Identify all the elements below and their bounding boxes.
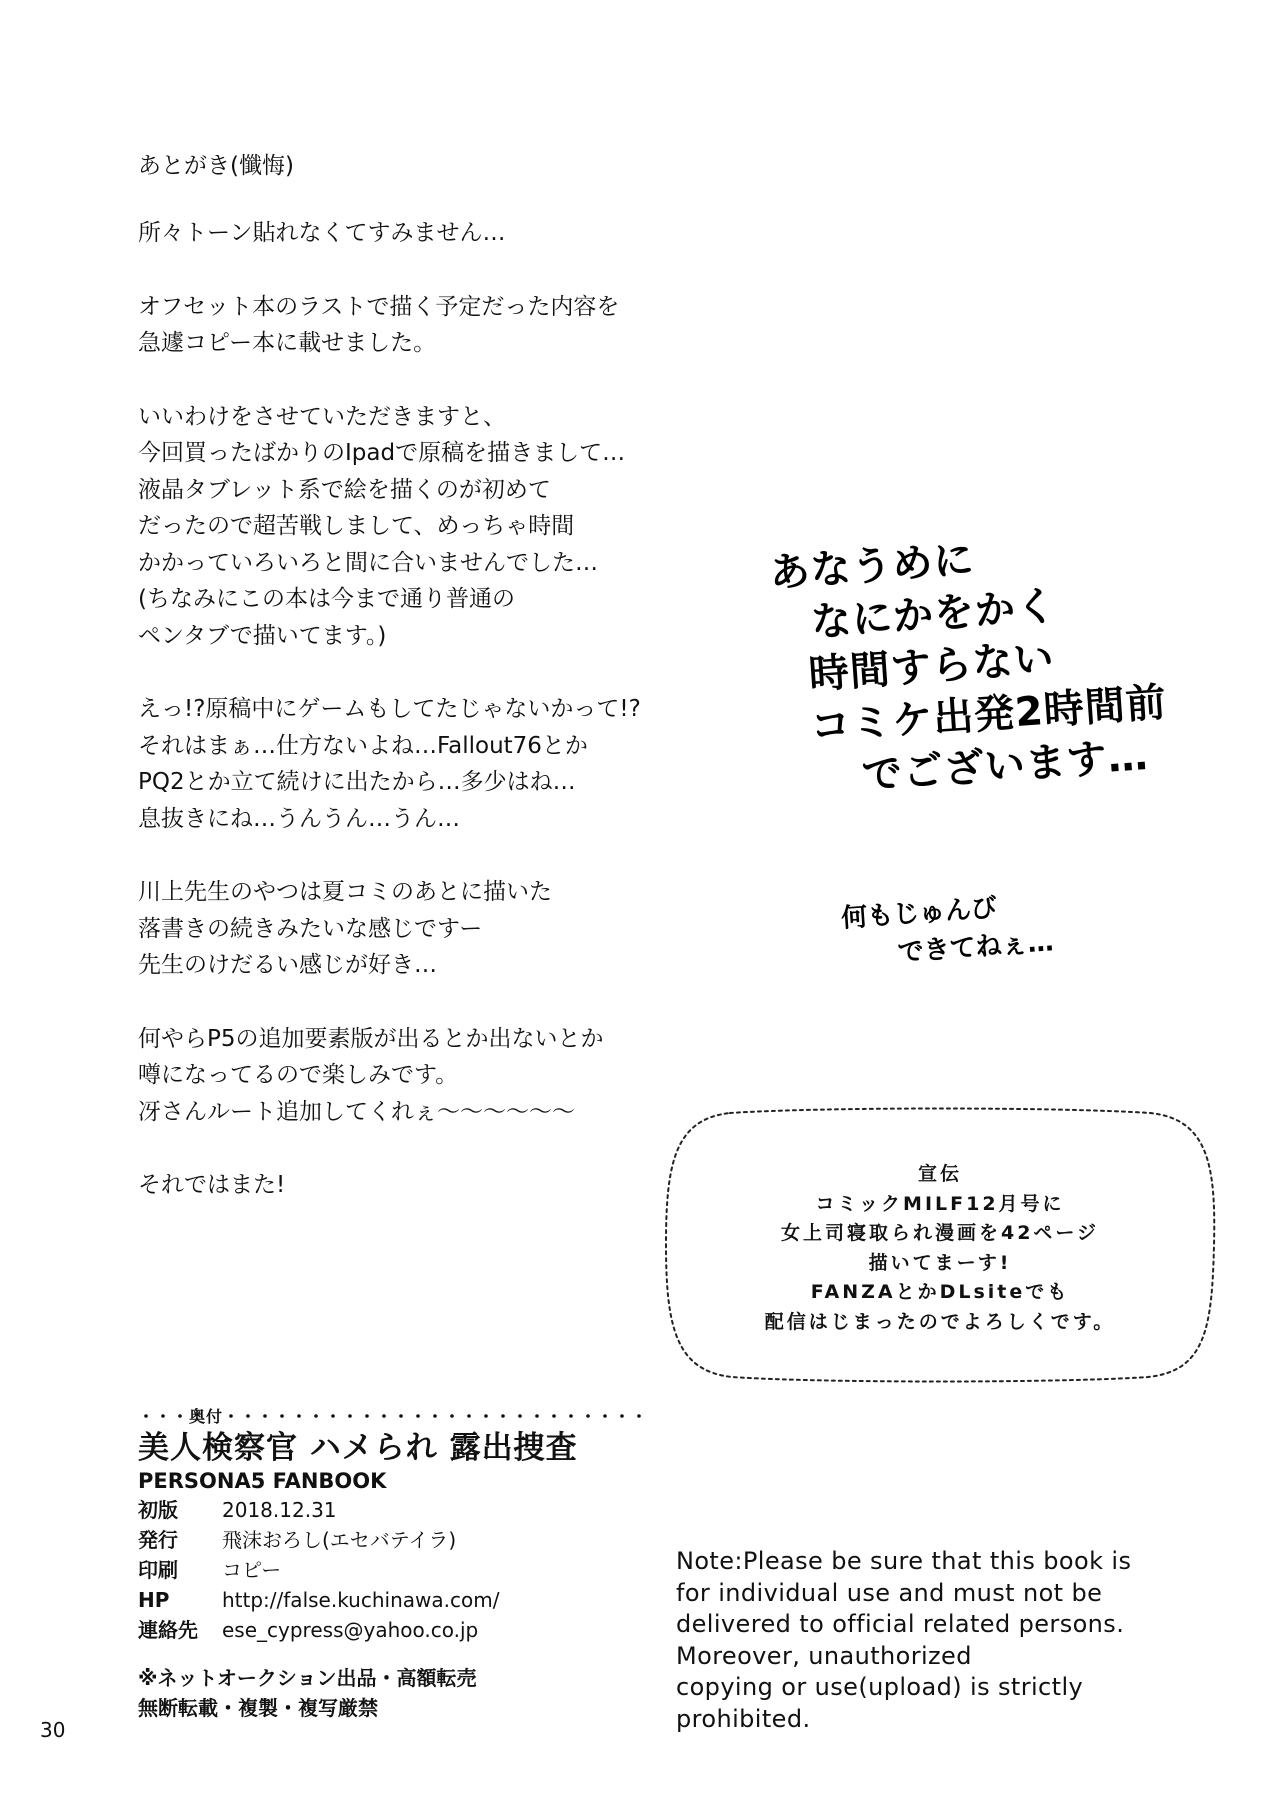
afterword-line: (ちなみにこの本は今まで通り普通の: [138, 586, 515, 612]
afterword-line: いいわけをさせていただきますと、: [138, 403, 506, 430]
note-line: Note:Please be sure that this book is: [676, 1547, 1132, 1575]
row-label: 印刷: [138, 1558, 178, 1582]
afterword-line: かかっていろいろと間に合いませんでした…: [138, 549, 598, 576]
handwritten-line: なにかをかく: [809, 583, 1059, 647]
afterword-line: 冴さんルート追加してくれぇ〜〜〜〜〜〜: [138, 1098, 575, 1125]
promo-line: 配信はじまったのでよろしくです。: [764, 1310, 1116, 1333]
afterword-line: 川上先生のやつは夏コミのあとに描いた: [138, 879, 552, 905]
warning-line: 無断転載・複製・複写厳禁: [138, 1696, 378, 1720]
afterword-title: あとがき(懺悔): [138, 153, 294, 179]
afterword-line: ペンタブで描いてます。): [138, 622, 387, 649]
afterword: [138, 148, 698, 1241]
promo-line: コミックMILF12月号に: [815, 1192, 1065, 1215]
row-value: 飛沫おろし(エセバテイラ): [222, 1528, 457, 1552]
row-value: コピー: [222, 1558, 282, 1582]
note-line: for individual use and must not be: [676, 1578, 1103, 1607]
afterword-paragraph: [138, 1167, 698, 1204]
colophon-row-contact: [138, 1615, 738, 1645]
afterword-line: 液晶タブレット系で絵を描くのが初めて: [138, 476, 551, 503]
afterword-line: 息抜きにね…うんうん…うん…: [138, 805, 460, 832]
afterword-line: オフセット本のラストで描く予定だった内容を: [138, 293, 620, 320]
afterword-paragraph: [138, 289, 698, 362]
handwritten-line: コミケ出発2時間前: [809, 679, 1169, 751]
row-label: HP: [138, 1588, 170, 1612]
colophon-header: ・・・奥付・・・・・・・・・・・・・・・・・・・・・・・・・: [138, 1407, 649, 1426]
afterword-line: 急遽コピー本に載せました。: [138, 330, 437, 356]
afterword-line: PQ2とか立て続けに出たから…多少はね…: [138, 769, 576, 795]
book-subtitle: PERSONA5 FANBOOK: [138, 1469, 387, 1493]
colophon-row-edition: [138, 1495, 738, 1525]
row-label: 初版: [138, 1498, 178, 1522]
afterword-paragraph: [138, 691, 698, 837]
afterword-paragraph: [138, 874, 698, 984]
colophon-row-publisher: [138, 1525, 738, 1555]
copyright-warning: [138, 1663, 738, 1723]
handwritten-line: あなうめに: [768, 536, 976, 597]
promo-heading: 宣伝: [917, 1163, 962, 1185]
colophon-row-printing: [138, 1555, 738, 1585]
afterword-line: 落書きの続きみたいな感じですー: [138, 915, 483, 942]
note-line: Moreover, unauthorized: [676, 1641, 972, 1670]
afterword-closing: それではまた!: [138, 1172, 286, 1198]
afterword-paragraph: [138, 215, 698, 252]
handwritten-note-large: [768, 521, 1172, 807]
promo-line: 描いてまーす!: [868, 1251, 1012, 1274]
note-line: copying or use(upload) is strictly: [676, 1673, 1084, 1701]
note-line: prohibited.: [676, 1704, 811, 1733]
afterword-line: 噂になってるので楽しみです。: [138, 1062, 459, 1088]
page-number: 30: [40, 1718, 66, 1742]
afterword-paragraph: [138, 1021, 698, 1131]
homepage-link: http://false.kuchinawa.com/: [222, 1588, 500, 1612]
colophon-row-homepage: [138, 1585, 738, 1615]
afterword-paragraph: [138, 399, 698, 655]
row-label: 発行: [138, 1528, 178, 1552]
usage-note: [676, 1546, 1196, 1735]
promo-line: FANZAとかDLsiteでも: [810, 1281, 1070, 1303]
afterword-line: それはまぁ…仕方ないよね…Fallout76とか: [138, 732, 588, 759]
colophon: [138, 1408, 738, 1723]
handwritten-line: 時間すらない: [807, 635, 1056, 699]
promo-text: [690, 1160, 1190, 1337]
afterword-line: だったので超苦戦しまして、めっちゃ時間: [138, 513, 575, 539]
row-label: 連絡先: [138, 1618, 198, 1642]
promo-line: 女上司寝取られ漫画を42ページ: [780, 1222, 1100, 1244]
handwritten-note-small: [840, 885, 1055, 975]
afterword-line: 所々トーン貼れなくてすみません…: [138, 220, 506, 246]
handwritten-line: できてねぇ…: [896, 927, 1055, 969]
afterword-line: えっ!?原稿中にゲームもしてたじゃないかって!?: [138, 696, 641, 722]
contact-email: ese_cypress@yahoo.co.jp: [222, 1618, 479, 1642]
note-line: delivered to official related persons.: [676, 1610, 1125, 1638]
afterword-line: 今回買ったばかりのIpadで原稿を描きまして…: [138, 440, 626, 466]
warning-line: ※ネットオークション出品・高額転売: [138, 1666, 477, 1690]
book-title: 美人検察官 ハメられ 露出捜査: [138, 1430, 578, 1466]
handwritten-line: 何もじゅんび: [840, 893, 999, 934]
row-value: 2018.12.31: [222, 1498, 337, 1522]
afterword-line: 先生のけだるい感じが好き…: [138, 952, 437, 978]
handwritten-line: でございます…: [860, 733, 1151, 799]
afterword-line: 何やらP5の追加要素版が出るとか出ないとか: [138, 1025, 604, 1052]
